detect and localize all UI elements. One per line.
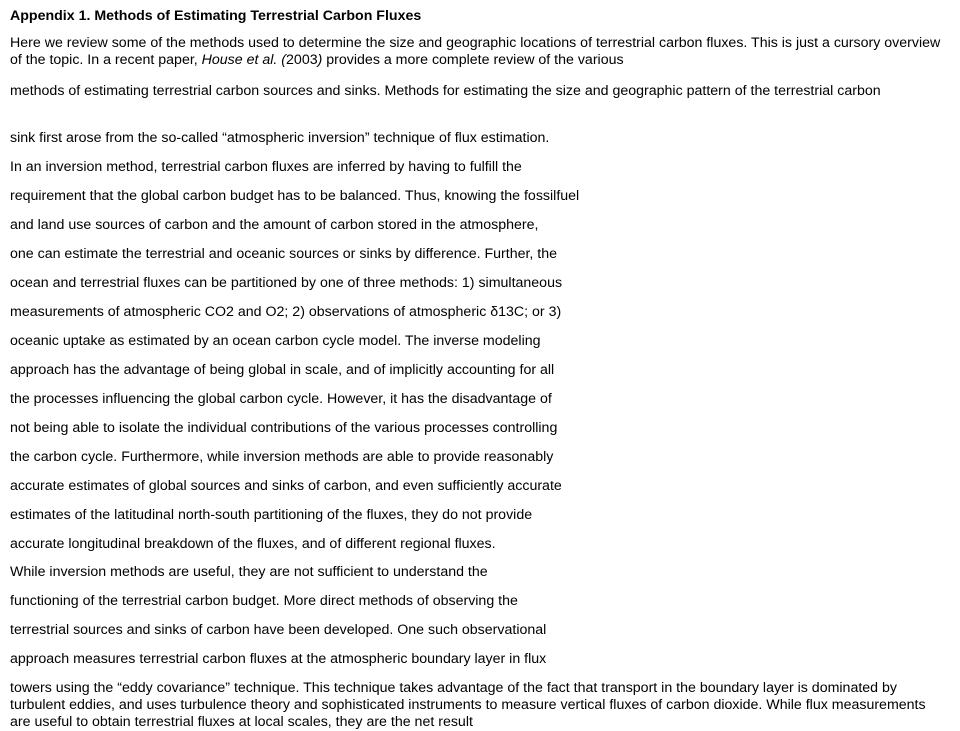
text-line: methods of estimating terrestrial carbon sources and sinks. Methods for estimating the size and geographic pattern of the terrestrial carbon xyxy=(10,83,881,99)
text-line: accurate longitudinal breakdown of the fluxes, and of different regional fluxes. xyxy=(10,536,496,552)
text-line: the processes influencing the global carbon cycle. However, it has the disadvantage of xyxy=(10,391,552,407)
text-line: approach measures terrestrial carbon fluxes at the atmospheric boundary layer in flux xyxy=(10,651,547,667)
text-line: While inversion methods are useful, they are not sufficient to understand the xyxy=(10,564,488,580)
text-line: towers using the “eddy covariance” technique. This technique takes advantage of the fact that transport in the boundary layer is dominated by turbulent eddies, and uses turbulence theory and sophisticated instruments to measure vertical fluxes of carbon dioxide. While flux measurements are useful to obtain terrestrial fluxes at local scales, they are the net result xyxy=(10,680,926,730)
text-line: one can estimate the terrestrial and oceanic sources or sinks by difference. Further, the xyxy=(10,246,558,262)
text-line: not being able to isolate the individual contributions of the various processes controlling xyxy=(10,420,558,436)
text-line: sink first arose from the so-called “atmospheric inversion” technique of flux estimation. xyxy=(10,130,550,146)
text-line: accurate estimates of global sources and sinks of carbon, and even sufficiently accurate xyxy=(10,478,562,494)
text-line: and land use sources of carbon and the amount of carbon stored in the atmosphere, xyxy=(10,217,539,233)
text-line: In an inversion method, terrestrial carbon fluxes are inferred by having to fulfill the xyxy=(10,159,522,175)
text-line: measurements of atmospheric CO2 and O2; 2) observations of atmospheric δ13C; or 3) xyxy=(10,304,562,320)
citation-year: 2003 xyxy=(286,52,318,68)
text-line: the carbon cycle. Furthermore, while inversion methods are able to provide reasonably xyxy=(10,449,554,465)
text-line: oceanic uptake as estimated by an ocean carbon cycle model. The inverse modeling xyxy=(10,333,541,349)
text-line: approach has the advantage of being global in scale, and of implicitly accounting for all xyxy=(10,362,555,378)
text-line: functioning of the terrestrial carbon budget. More direct methods of observing the xyxy=(10,593,518,609)
text-line: ocean and terrestrial fluxes can be partitioned by one of three methods: 1) simultaneous xyxy=(10,275,563,291)
intro-paragraph xyxy=(10,35,942,69)
citation-close: ) xyxy=(317,52,323,68)
text-line: requirement that the global carbon budget has to be balanced. Thus, knowing the fossilfuel xyxy=(10,188,580,204)
text-line: terrestrial sources and sinks of carbon have been developed. One such observational xyxy=(10,622,547,638)
intro-text-start: Here we review some of the methods used to determine the size and geographic locations of terrestrial carbon fluxes. This is just a cursory overview of the topic. In a recent paper, xyxy=(10,35,941,68)
intro-text-end: provides a more complete review of the various xyxy=(322,52,624,68)
text-line: estimates of the latitudinal north-south partitioning of the fluxes, they do not provide xyxy=(10,507,533,523)
citation-author: House et al. ( xyxy=(201,52,287,68)
appendix-title: Appendix 1. Methods of Estimating Terrestrial Carbon Fluxes xyxy=(10,8,422,24)
